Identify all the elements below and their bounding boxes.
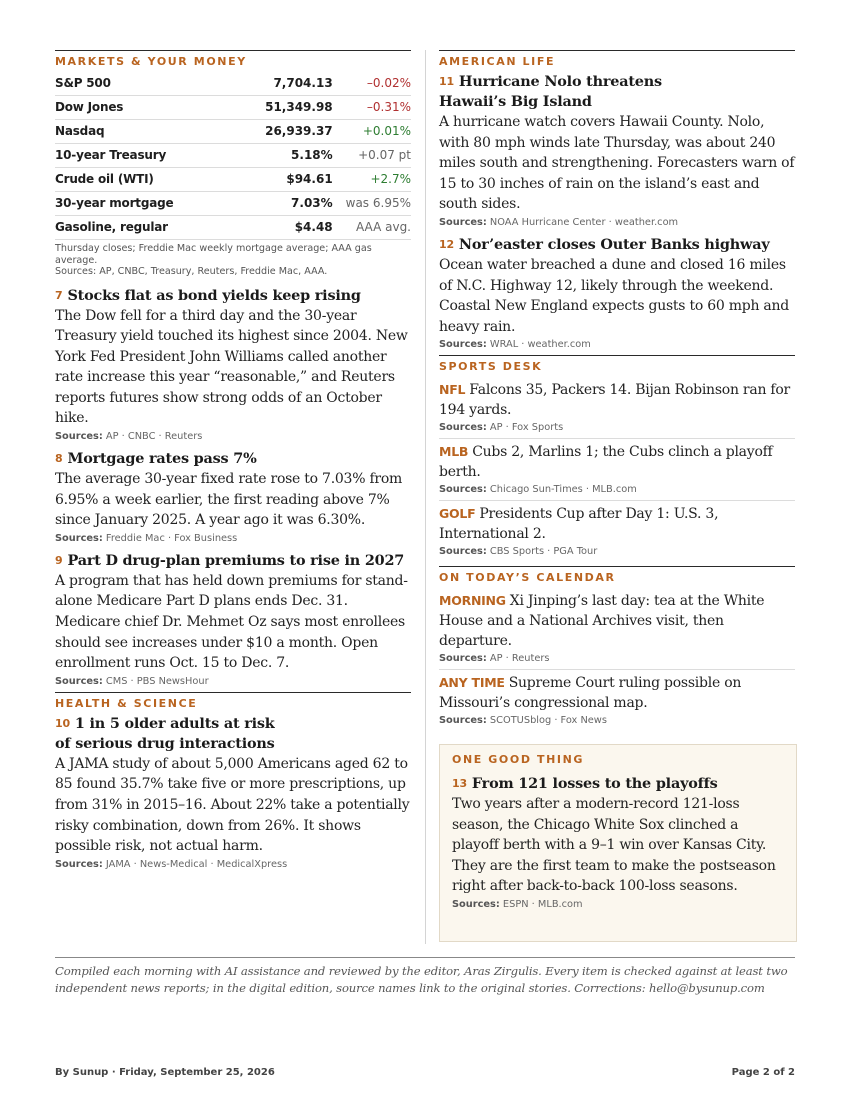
table-row xyxy=(55,216,411,240)
markets-table xyxy=(55,72,411,240)
story-body: Two years after a modern-record 121-loss season, the Chicago White Sox clinched a playoff berth with a 9–1 win over Kansas City. They are the first team to make the postseason right after back-to-back 100-loss seasons. xyxy=(452,796,776,895)
market-label: Dow Jones xyxy=(55,96,226,120)
left-column xyxy=(55,50,411,877)
story-number: 11 xyxy=(439,75,454,88)
market-change: +0.07 pt xyxy=(333,144,411,168)
market-label: Nasdaq xyxy=(55,120,226,144)
market-value: 51,349.98 xyxy=(226,96,333,120)
market-value: 26,939.37 xyxy=(226,120,333,144)
story-body: The average 30-year fixed rate rose to 7.03% from 6.95% a week earlier, the first reading above 7% since January 2025. A year ago it was 6.30%. xyxy=(55,471,403,529)
story-number: 13 xyxy=(452,777,467,790)
item-sources: Sources: AP · Fox Sports xyxy=(439,422,564,434)
story-title: 9 Part D drug-plan premiums to rise in 2027 xyxy=(55,551,405,569)
story-8 xyxy=(55,449,411,545)
story-body: Ocean water breached a dune and closed 16 miles of N.C. Highway 12, likely through the weekend. Coastal New England expects gusts to 60 mph and heavy rain. xyxy=(439,256,789,335)
list-item: MLB Cubs 2, Marlins 1; the Cubs clinch a playoff berth. Sources: Chicago Sun-Times · MLB.com xyxy=(439,439,795,501)
one-good-thing-box xyxy=(439,744,797,942)
footer-divider xyxy=(55,957,795,958)
market-change: –0.02% xyxy=(333,72,411,96)
story-title: 11 Hurricane Nolo threatens Hawaii’s Big Island xyxy=(439,73,662,110)
story-number: 8 xyxy=(55,452,63,466)
story-number: 7 xyxy=(55,288,63,302)
right-column xyxy=(439,50,795,731)
list-item: GOLF Presidents Cup after Day 1: U.S. 3, International 2. Sources: CBS Sports · PGA Tour xyxy=(439,501,795,562)
markets-header: MARKETS & YOUR MONEY xyxy=(55,50,411,68)
story-body: A program that has held down premiums for stand-alone Medicare Part D plans ends Dec. 31. Medicare chief Dr. Mehmet Oz says most enrollees should see increases under $10 a month. Open enrollment runs Oct. 15 to Dec. 7. xyxy=(55,572,408,672)
market-change: AAA avg. xyxy=(333,216,411,240)
health-header: HEALTH & SCIENCE xyxy=(55,692,411,710)
sports-header: SPORTS DESK xyxy=(439,355,795,373)
item-keyword: MORNING xyxy=(439,593,506,609)
american-life-header: AMERICAN LIFE xyxy=(439,50,795,68)
table-row xyxy=(55,144,411,168)
story-number: 9 xyxy=(55,553,63,567)
table-row xyxy=(55,96,411,120)
story-body: A JAMA study of about 5,000 Americans aged 62 to 85 found 35.7% take five or more prescriptions, up from 31% in 2015–16. About 22% take a potentially risky combination, down from 26%. It shows possible risk, not actual harm. xyxy=(55,755,410,855)
story-sources: Sources: ESPN · MLB.com xyxy=(452,898,583,910)
footer-note: Compiled each morning with AI assistance and reviewed by the editor, Aras Zirgulis. Every item is checked against at least two independent news reports; in the digital edition, source names link to the original stories. Corrections: hello@bysunup.com xyxy=(55,964,788,995)
market-value: $4.48 xyxy=(226,216,333,240)
good-header: ONE GOOD THING xyxy=(452,753,585,766)
story-title: 8 Mortgage rates pass 7% xyxy=(55,450,257,468)
story-title: 12 Nor’easter closes Outer Banks highway xyxy=(439,235,770,253)
table-row xyxy=(55,192,411,216)
column-divider xyxy=(425,50,426,944)
story-12 xyxy=(439,235,795,351)
market-label: Crude oil (WTI) xyxy=(55,168,226,192)
story-sources: Sources: WRAL · weather.com xyxy=(439,339,591,351)
item-keyword: ANY TIME xyxy=(439,675,505,691)
market-value: 7.03% xyxy=(226,192,333,216)
story-sources: Sources: AP · CNBC · Reuters xyxy=(55,431,203,443)
market-value: $94.61 xyxy=(226,168,333,192)
calendar-list xyxy=(439,588,795,731)
page-number: Page 2 of 2 xyxy=(731,1067,795,1078)
market-change: was 6.95% xyxy=(333,192,411,216)
market-label: S&P 500 xyxy=(55,72,226,96)
table-row xyxy=(55,120,411,144)
list-item: MORNING Xi Jinping’s last day: tea at the White House and a National Archives visit, then departure. Sources: AP · Reuters xyxy=(439,588,795,670)
item-keyword: NFL xyxy=(439,382,466,398)
sports-list xyxy=(439,377,795,562)
story-13 xyxy=(452,774,784,911)
table-row xyxy=(55,72,411,96)
story-sources: Sources: Freddie Mac · Fox Business xyxy=(55,532,238,544)
story-9 xyxy=(55,551,411,688)
story-sources: Sources: CMS · PBS NewsHour xyxy=(55,675,209,687)
item-sources: Sources: CBS Sports · PGA Tour xyxy=(439,546,598,558)
market-label: 10-year Treasury xyxy=(55,144,226,168)
market-value: 7,704.13 xyxy=(226,72,333,96)
market-label: 30-year mortgage xyxy=(55,192,226,216)
markets-note: Thursday closes; Freddie Mac weekly mortgage average; AAA gas average. Sources: AP, CNBC, Treasury, Reuters, Freddie Mac, AAA. xyxy=(55,243,372,277)
item-sources: Sources: SCOTUSblog · Fox News xyxy=(439,715,607,727)
market-label: Gasoline, regular xyxy=(55,216,226,240)
item-keyword: MLB xyxy=(439,444,469,460)
story-title: 13 From 121 losses to the playoffs xyxy=(452,775,718,792)
market-change: –0.31% xyxy=(333,96,411,120)
page-footer-left: By Sunup · Friday, September 25, 2026 xyxy=(55,1067,275,1078)
item-sources: Sources: Chicago Sun-Times · MLB.com xyxy=(439,484,637,496)
market-change: +2.7% xyxy=(333,168,411,192)
list-item: NFL Falcons 35, Packers 14. Bijan Robinson ran for 194 yards. Sources: AP · Fox Sports xyxy=(439,377,795,439)
story-sources: Sources: JAMA · News-Medical · MedicalXpress xyxy=(55,858,288,870)
story-body: The Dow fell for a third day and the 30-year Treasury yield touched its highest since 2004. New York Fed President John Williams called another rate increase this year “reasonable,” and Reuters reports futures show strong odds of an October hike. xyxy=(55,307,408,427)
story-7 xyxy=(55,286,411,444)
story-sources: Sources: NOAA Hurricane Center · weather.com xyxy=(439,216,679,228)
story-10 xyxy=(55,714,411,871)
story-number: 10 xyxy=(55,716,70,730)
calendar-header: ON TODAY’S CALENDAR xyxy=(439,566,795,584)
story-title: 10 1 in 5 older adults at risk of serious drug interactions xyxy=(55,714,275,752)
list-item: ANY TIME Supreme Court ruling possible on Missouri’s congressional map. Sources: SCOTUSblog · Fox News xyxy=(439,670,795,731)
market-change: +0.01% xyxy=(333,120,411,144)
story-title: 7 Stocks flat as bond yields keep rising xyxy=(55,286,361,304)
item-keyword: GOLF xyxy=(439,506,476,522)
market-value: 5.18% xyxy=(226,144,333,168)
item-sources: Sources: AP · Reuters xyxy=(439,653,550,665)
story-body: A hurricane watch covers Hawaii County. Nolo, with 80 mph winds late Thursday, was about 240 miles south and strengthening. Forecasters warn of 15 to 30 inches of rain on the island’s east and south sides. xyxy=(439,114,795,213)
story-11 xyxy=(439,72,795,229)
story-number: 12 xyxy=(439,237,454,251)
table-row xyxy=(55,168,411,192)
